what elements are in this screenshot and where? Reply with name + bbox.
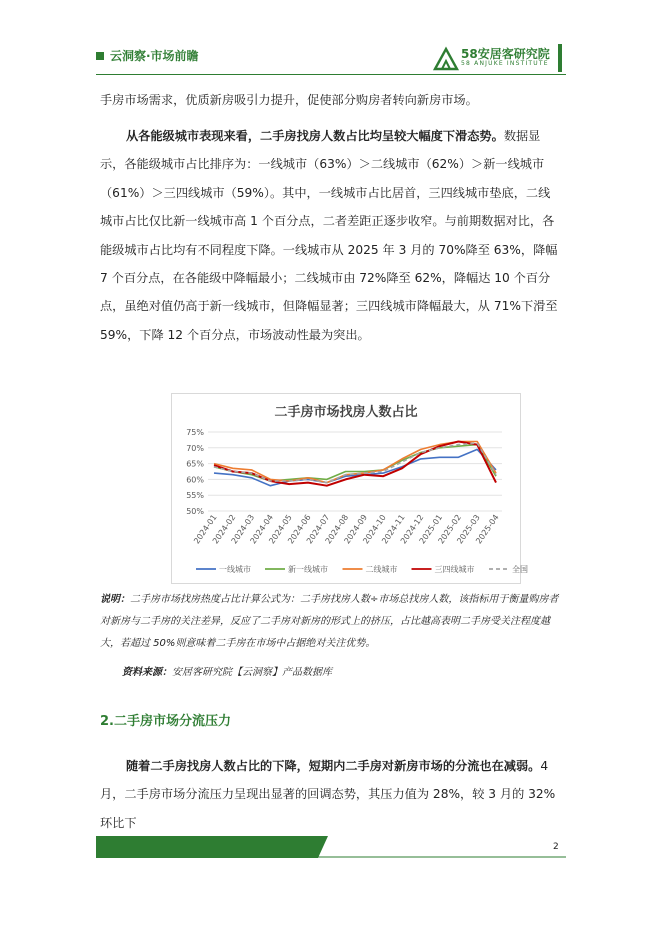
x-tick-label: 2024-07 <box>304 512 332 546</box>
source-text: 安居客研究院【云洞察】产品数据库 <box>172 667 332 678</box>
y-tick-label: 65% <box>186 459 204 469</box>
source-label: 资料来源： <box>122 667 172 678</box>
section-title: 2.二手房市场分流压力 <box>100 714 231 729</box>
x-tick-label: 2025-02 <box>436 512 464 546</box>
logo-text-cn: 58安居客研究院 <box>461 47 550 61</box>
y-tick-label: 70% <box>186 443 204 453</box>
series-line <box>214 449 496 485</box>
chart-canvas <box>172 394 528 583</box>
legend-label: 一线城市 <box>219 565 251 574</box>
paragraph-diversion-text: 4月，二手房市场分流压力呈现出显著的回调态势，其压力值为 28%，较 3 月的 32%环比下 <box>100 759 556 830</box>
y-tick-label: 50% <box>186 507 204 516</box>
legend-label: 新一线城市 <box>288 565 328 574</box>
page-number: 2 <box>553 842 559 852</box>
paragraph-intro-text: 手房市场需求，优质新房吸引力提升，促使部分购房者转向新房市场。 <box>100 93 478 107</box>
data-source <box>122 663 332 678</box>
header-accent-bar <box>558 44 562 72</box>
x-tick-label: 2024-10 <box>361 512 388 546</box>
chart-title: 二手房市场找房人数占比 <box>274 405 418 420</box>
header-title: 云洞察·市场前瞻 <box>110 49 199 63</box>
x-tick-label: 2024-11 <box>380 512 407 546</box>
legend-label: 全国 <box>512 565 528 574</box>
house-logo-icon <box>433 45 459 71</box>
page-header <box>96 44 566 74</box>
paragraph-city-tiers <box>100 122 562 349</box>
x-tick-label: 2024-03 <box>229 512 257 546</box>
y-tick-label: 55% <box>186 491 204 501</box>
note-label: 说明： <box>100 594 130 605</box>
note-text: 二手房市场找房热度占比计算公式为：二手房找房人数÷市场总找房人数，该指标用于衡量购房者对新房与二手房的关注差异，反应了二手房对新房的形式上的挤压，占比越高表明二手房受关注程度越大，若超过 50%则意味着二手房在市场中占据绝对关注优势。 <box>100 594 559 649</box>
x-tick-label: 2024-06 <box>286 512 313 546</box>
logo-text-en: 58 ANJUKE INSTITUTE <box>461 60 549 67</box>
paragraph-intro <box>100 86 562 114</box>
legend-label: 二线城市 <box>365 565 398 574</box>
x-tick-label: 2024-12 <box>398 512 426 546</box>
line-chart <box>171 393 528 584</box>
header-rule <box>96 74 566 75</box>
x-tick-label: 2025-04 <box>474 512 501 546</box>
x-tick-label: 2024-04 <box>248 512 276 546</box>
y-tick-label: 60% <box>186 475 204 485</box>
paragraph-city-tiers-lead: 从各能级城市表现来看，二手房找房人数占比均呈较大幅度下滑态势。 <box>126 129 504 143</box>
chart-note <box>100 589 562 655</box>
y-tick-label: 75% <box>186 428 204 437</box>
x-tick-label: 2024-05 <box>267 512 294 546</box>
x-tick-label: 2024-01 <box>192 512 219 546</box>
footer-band <box>96 836 566 858</box>
x-tick-label: 2025-03 <box>455 512 482 546</box>
legend-label: 三四线城市 <box>434 565 475 574</box>
paragraph-diversion-lead: 随着二手房找房人数占比的下降，短期内二手房对新房市场的分流也在减弱。 <box>126 759 541 773</box>
header-square-icon <box>96 52 104 60</box>
paragraph-diversion <box>100 752 562 837</box>
x-tick-label: 2025-01 <box>417 512 445 546</box>
brand-logo <box>433 44 553 72</box>
x-tick-label: 2024-09 <box>342 512 370 546</box>
x-tick-label: 2024-02 <box>210 512 238 546</box>
x-tick-label: 2024-08 <box>323 512 351 546</box>
paragraph-city-tiers-text: 数据显示，各能级城市占比排序为：一线城市（63%）＞二线城市（62%）＞新一线城市（61%）＞三四线城市（59%）。其中，一线城市占比居首，三四线城市垫底，二线城市占比仅比新一线城市高 1 个百分点，二者差距正逐步收窄。与前期数据对比，各能级城市占比均有不同程度下降。一线城市从 2025 年 3 月的 70%降至 63%，降幅 7 个百分点，在各能级中降幅最小；二线城市由 72%降至 62%，降幅达 10 个百分点，虽绝对值仍高于新一线城市，但降幅显著；三四线城市降幅最大，从 71%下滑至 59%，下降 12 个百分点，市场波动性最为突出。 <box>100 129 558 342</box>
